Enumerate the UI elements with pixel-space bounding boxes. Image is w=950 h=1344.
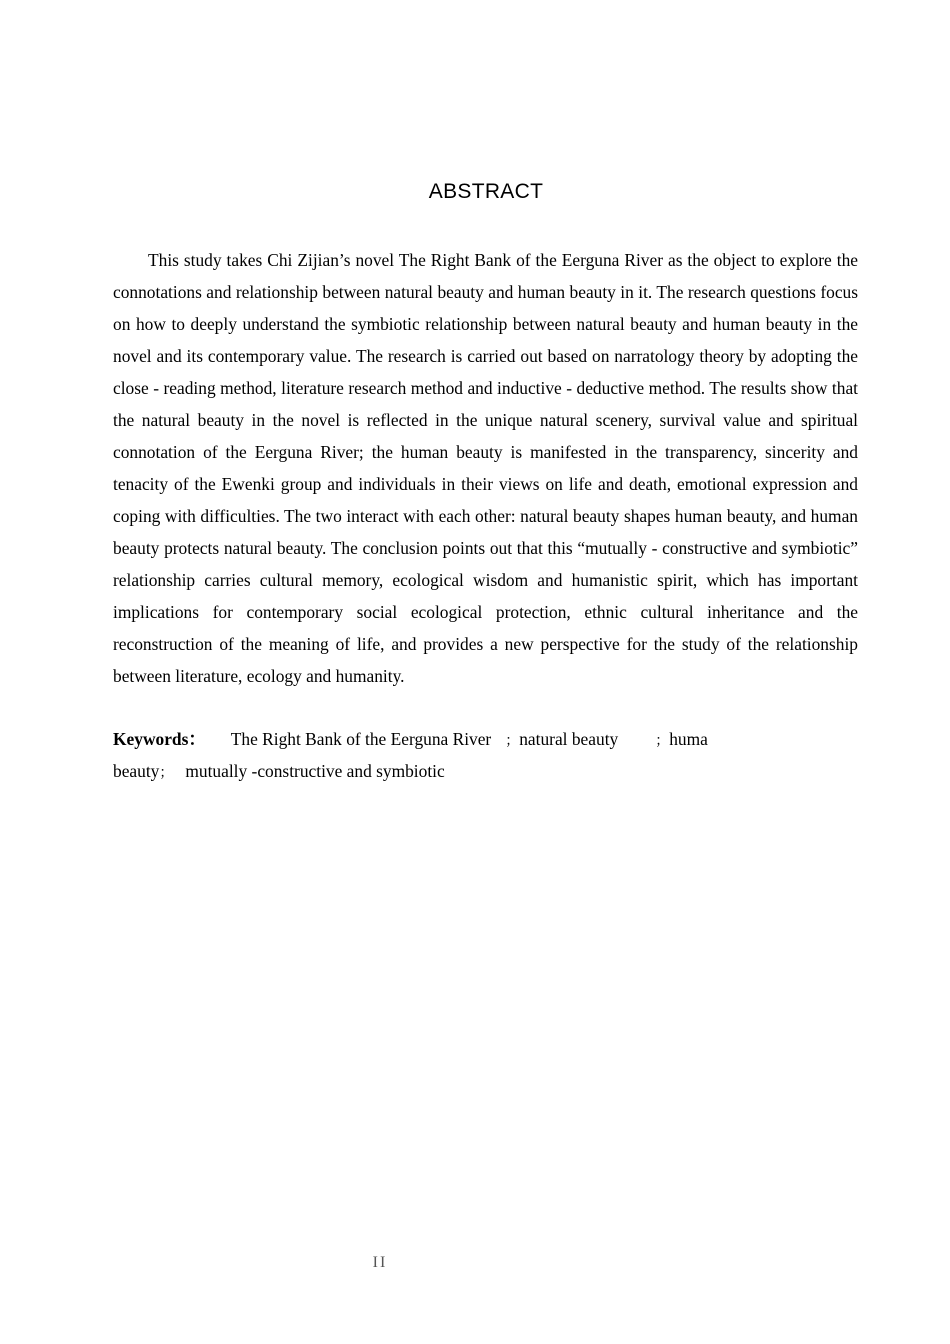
keyword-item: natural beauty <box>519 729 619 749</box>
keyword-separator: ； <box>159 766 174 781</box>
keyword-separator: ； <box>655 734 670 749</box>
keyword-item: mutually -constructive and symbiotic <box>185 761 445 781</box>
keyword-item: The Right Bank of the Eerguna River <box>230 729 492 749</box>
keyword-item: beauty <box>113 761 160 781</box>
keywords-block <box>113 723 858 787</box>
keywords-line-2 <box>113 755 858 787</box>
page-number: II <box>372 1254 388 1271</box>
abstract-title: ABSTRACT <box>428 180 544 203</box>
keywords-line-1 <box>113 723 858 755</box>
keyword-item: huma <box>669 729 708 749</box>
abstract-body: This study takes Chi Zijian’s novel The Right Bank of the Eerguna River as the object to explore the connotations and relationship between natural beauty and human beauty in it. The research questions focus on how to deeply understand the symbiotic relationship between natural beauty and human beauty in the novel and its contemporary value. The research is carried out based on narratology theory by adopting the close - reading method, literature research method and inductive - deductive method. The results show that the natural beauty in the novel is reflected in the unique natural scenery, survival value and spiritual connotation of the Eerguna River; the human beauty is manifested in the transparency, sincerity and tenacity of the Ewenki group and individuals in their views on life and death, emotional expression and coping with difficulties. The two interact with each other: natural beauty shapes human beauty, and human beauty protects natural beauty. The conclusion points out that this “mutually - constructive and symbiotic” relationship carries cultural memory, ecological wisdom and humanistic spirit, which has important implications for contemporary social ecological protection, ethnic cultural inheritance and the reconstruction of the meaning of life, and provides a new perspective for the study of the relationship between literature, ecology and humanity. <box>113 250 858 686</box>
keywords-label: Keywords： <box>113 729 206 749</box>
keyword-separator: ； <box>505 734 520 749</box>
